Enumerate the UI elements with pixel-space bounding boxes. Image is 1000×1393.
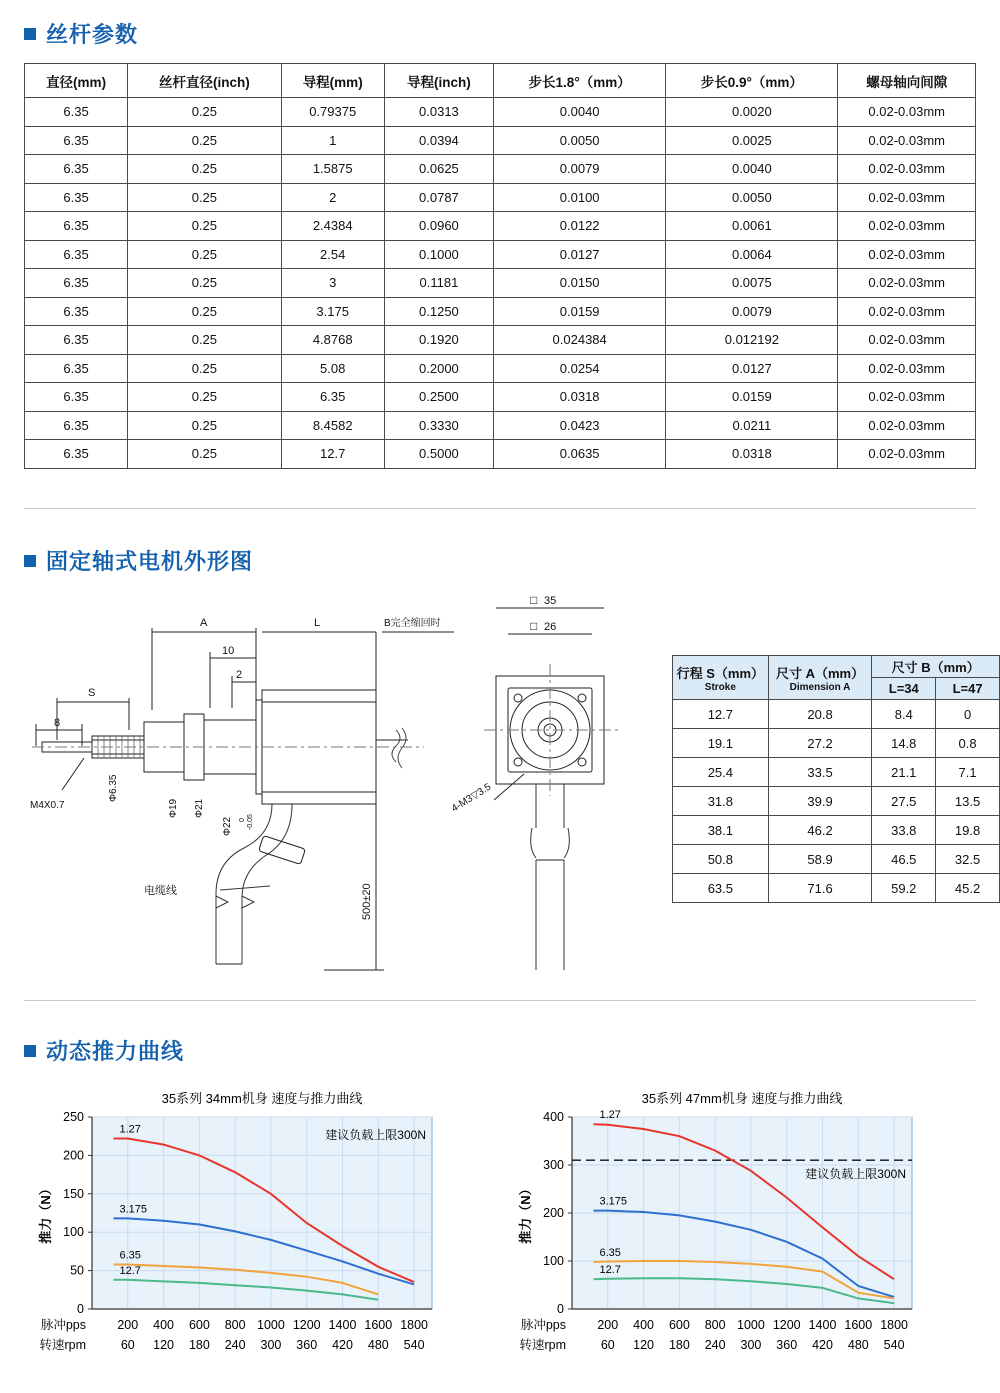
table-row xyxy=(25,126,976,155)
table-row xyxy=(25,383,976,412)
x-axis-label-rpm: 转速rpm xyxy=(39,1338,86,1352)
divider-1 xyxy=(24,508,976,509)
table-cell: 0.25 xyxy=(128,354,281,383)
table-cell: 0.0211 xyxy=(666,411,838,440)
y-tick-label: 100 xyxy=(543,1254,564,1268)
series-label-1.27: 1.27 xyxy=(599,1109,621,1122)
x-tick-rpm: 60 xyxy=(120,1338,135,1352)
x-tick-pps: 1400 xyxy=(328,1318,357,1332)
y-tick-label: 100 xyxy=(63,1225,84,1240)
x-axis-label-pps: 脉冲pps xyxy=(520,1318,566,1332)
x-axis-label-rpm: 转速rpm xyxy=(519,1338,566,1352)
bullet-square-icon xyxy=(24,555,36,567)
y-tick-label: 300 xyxy=(543,1158,564,1172)
chart-0 xyxy=(38,1091,432,1352)
table-cell: 0.25 xyxy=(128,383,281,412)
table-cell: 6.35 xyxy=(25,212,128,241)
table-cell: 0.3330 xyxy=(384,411,493,440)
table-cell: 0.02-0.03mm xyxy=(838,354,976,383)
screw-parameters-section xyxy=(24,18,976,469)
x-tick-pps: 1600 xyxy=(844,1318,873,1332)
dim-label-phi19: Φ19 xyxy=(168,798,179,818)
table-row xyxy=(25,354,976,383)
table-row xyxy=(25,440,976,469)
dim-label-m4: M4X0.7 xyxy=(30,800,65,811)
dim-label-8: 8 xyxy=(54,717,61,729)
x-tick-rpm: 240 xyxy=(704,1338,726,1352)
table-cell: 6.35 xyxy=(25,440,128,469)
table-cell: 0.02-0.03mm xyxy=(838,326,976,355)
table-cell: 0.0100 xyxy=(494,183,666,212)
table-cell: 0.0625 xyxy=(384,155,493,184)
table-cell: 6.35 xyxy=(25,183,128,212)
table-cell: 0.0318 xyxy=(666,440,838,469)
table-cell: 0.02-0.03mm xyxy=(838,269,976,298)
dimension-table xyxy=(672,655,1000,903)
bullet-square-icon xyxy=(24,28,36,40)
table-cell: 14.8 xyxy=(872,729,936,758)
table-header-row xyxy=(25,64,976,98)
section-title-thrust-curves xyxy=(24,1035,976,1066)
table-cell: 27.2 xyxy=(768,729,872,758)
table-cell: 5.08 xyxy=(281,354,384,383)
series-label-6.35: 6.35 xyxy=(119,1249,141,1262)
table-cell: 6.35 xyxy=(25,411,128,440)
screw-header-6: 螺母轴向间隙 xyxy=(838,64,976,98)
divider-2 xyxy=(24,1000,976,1001)
thrust-charts xyxy=(24,1087,976,1392)
x-tick-pps: 1000 xyxy=(257,1318,285,1332)
table-cell: 6.35 xyxy=(25,297,128,326)
table-cell: 2.4384 xyxy=(281,212,384,241)
x-tick-rpm: 120 xyxy=(633,1338,655,1352)
table-cell: 4.8768 xyxy=(281,326,384,355)
table-cell: 0.0394 xyxy=(384,126,493,155)
label-cable: 电缆线 xyxy=(144,885,177,897)
table-row xyxy=(673,816,1000,845)
y-tick-label: 200 xyxy=(63,1148,84,1163)
section-title-text: 动态推力曲线 xyxy=(46,1039,185,1064)
dim-label-phi22: Φ22 xyxy=(222,816,233,836)
y-tick-label: 250 xyxy=(63,1110,84,1124)
table-cell: 0.25 xyxy=(128,326,281,355)
table-cell: 63.5 xyxy=(673,874,769,903)
table-cell: 0.8 xyxy=(936,729,1000,758)
table-cell: 0.25 xyxy=(128,155,281,184)
table-row xyxy=(673,787,1000,816)
table-cell: 33.8 xyxy=(872,816,936,845)
thrust-curve-section xyxy=(24,1035,976,1352)
table-cell: 0.1920 xyxy=(384,326,493,355)
table-cell: 0.0423 xyxy=(494,411,666,440)
chart-annotation: 建议负载上限300N xyxy=(325,1128,426,1142)
table-cell: 6.35 xyxy=(25,269,128,298)
table-cell: 6.35 xyxy=(25,383,128,412)
table-cell: 1 xyxy=(281,126,384,155)
dim-label-tol-upper: 0 xyxy=(239,818,246,822)
x-tick-rpm: 60 xyxy=(600,1338,615,1352)
screw-header-1: 丝杆直径(inch) xyxy=(128,64,281,98)
table-cell: 8.4 xyxy=(872,700,936,729)
screw-header-3: 导程(inch) xyxy=(384,64,493,98)
bullet-square-icon xyxy=(24,1045,36,1057)
table-cell: 0.0159 xyxy=(494,297,666,326)
table-cell: 33.5 xyxy=(768,758,872,787)
table-cell: 45.2 xyxy=(936,874,1000,903)
series-label-1.27: 1.27 xyxy=(119,1123,141,1136)
table-cell: 6.35 xyxy=(25,326,128,355)
table-cell: 0.02-0.03mm xyxy=(838,440,976,469)
x-tick-pps: 800 xyxy=(224,1318,246,1332)
table-row xyxy=(673,758,1000,787)
dim-label-L: L xyxy=(314,617,321,629)
table-cell: 0.25 xyxy=(128,126,281,155)
table-cell: 0.02-0.03mm xyxy=(838,155,976,184)
table-cell: 1.5875 xyxy=(281,155,384,184)
table-cell: 19.8 xyxy=(936,816,1000,845)
table-cell: 0.024384 xyxy=(494,326,666,355)
y-tick-label: 0 xyxy=(557,1302,564,1316)
dim-label-10: 10 xyxy=(222,645,235,657)
table-row xyxy=(673,874,1000,903)
table-cell: 0.2000 xyxy=(384,354,493,383)
table-cell: 0.0079 xyxy=(666,297,838,326)
table-cell: 6.35 xyxy=(281,383,384,412)
dim-header-stroke: 行程 S（mm） Stroke xyxy=(673,656,769,700)
table-cell: 0.0050 xyxy=(494,126,666,155)
dim-label-B: B完全缩回时 xyxy=(384,618,441,629)
table-cell: 12.7 xyxy=(281,440,384,469)
x-tick-pps: 1800 xyxy=(880,1318,909,1332)
x-tick-pps: 1800 xyxy=(400,1318,429,1332)
y-tick-label: 0 xyxy=(77,1302,84,1316)
table-cell: 58.9 xyxy=(768,845,872,874)
table-cell: 25.4 xyxy=(673,758,769,787)
table-cell: 6.35 xyxy=(25,126,128,155)
dim-label-tol-lower: -0.05 xyxy=(247,814,254,830)
table-cell: 12.7 xyxy=(673,700,769,729)
series-label-6.35: 6.35 xyxy=(599,1246,621,1259)
table-cell: 21.1 xyxy=(872,758,936,787)
table-row xyxy=(673,845,1000,874)
x-tick-rpm: 120 xyxy=(153,1338,175,1352)
y-tick-label: 400 xyxy=(543,1110,564,1124)
dim-label-26: 26 xyxy=(544,621,557,633)
table-cell: 0.25 xyxy=(128,269,281,298)
table-cell: 0.0159 xyxy=(666,383,838,412)
table-cell: 20.8 xyxy=(768,700,872,729)
table-row xyxy=(25,98,976,127)
screw-header-0: 直径(mm) xyxy=(25,64,128,98)
table-cell: 0.0050 xyxy=(666,183,838,212)
x-tick-rpm: 300 xyxy=(260,1338,282,1352)
table-cell: 2.54 xyxy=(281,240,384,269)
table-row xyxy=(25,297,976,326)
table-row xyxy=(673,700,1000,729)
motor-drawing-section xyxy=(24,545,983,920)
table-cell: 0.02-0.03mm xyxy=(838,126,976,155)
table-cell: 0.0313 xyxy=(384,98,493,127)
table-cell: 46.5 xyxy=(872,845,936,874)
dim-label-35: 35 xyxy=(544,595,557,607)
x-tick-rpm: 360 xyxy=(296,1338,318,1352)
table-cell: 0.02-0.03mm xyxy=(838,383,976,412)
table-cell: 32.5 xyxy=(936,845,1000,874)
x-tick-rpm: 420 xyxy=(332,1338,353,1352)
table-cell: 0.0635 xyxy=(494,440,666,469)
x-tick-pps: 200 xyxy=(597,1318,619,1332)
table-cell: 0.2500 xyxy=(384,383,493,412)
table-row xyxy=(25,269,976,298)
motor-outline-drawing xyxy=(24,590,644,980)
table-cell: 0.25 xyxy=(128,98,281,127)
table-cell: 0 xyxy=(936,700,1000,729)
table-cell: 0.0040 xyxy=(666,155,838,184)
x-tick-pps: 1200 xyxy=(772,1318,801,1332)
chart-annotation: 建议负载上限300N xyxy=(805,1167,906,1182)
table-cell: 38.1 xyxy=(673,816,769,845)
table-cell: 0.012192 xyxy=(666,326,838,355)
screw-header-4: 步长1.8°（mm） xyxy=(494,64,666,98)
table-cell: 0.25 xyxy=(128,240,281,269)
square-symbol-icon: □ xyxy=(530,619,538,633)
section-title-motor-drawing xyxy=(24,545,976,576)
dim-label-S: S xyxy=(88,687,96,699)
x-axis-label-pps: 脉冲pps xyxy=(40,1318,86,1332)
table-cell: 8.4582 xyxy=(281,411,384,440)
x-tick-rpm: 180 xyxy=(188,1338,210,1352)
dim-label-500: 500±20 xyxy=(361,883,373,920)
table-cell: 0.25 xyxy=(128,183,281,212)
x-tick-rpm: 480 xyxy=(367,1338,389,1352)
table-cell: 0.1181 xyxy=(384,269,493,298)
series-label-12.7: 12.7 xyxy=(119,1264,141,1277)
table-cell: 13.5 xyxy=(936,787,1000,816)
table-cell: 7.1 xyxy=(936,758,1000,787)
x-tick-pps: 600 xyxy=(668,1318,690,1332)
table-cell: 0.0061 xyxy=(666,212,838,241)
table-cell: 0.25 xyxy=(128,440,281,469)
table-cell: 0.0064 xyxy=(666,240,838,269)
table-cell: 0.02-0.03mm xyxy=(838,183,976,212)
x-tick-pps: 400 xyxy=(153,1318,175,1332)
table-cell: 0.0318 xyxy=(494,383,666,412)
table-cell: 0.25 xyxy=(128,297,281,326)
table-cell: 0.1000 xyxy=(384,240,493,269)
table-cell: 0.02-0.03mm xyxy=(838,297,976,326)
section-title-screw-params xyxy=(24,18,976,49)
table-cell: 0.0787 xyxy=(384,183,493,212)
table-cell: 6.35 xyxy=(25,98,128,127)
table-cell: 27.5 xyxy=(872,787,936,816)
section-title-text: 固定轴式电机外形图 xyxy=(46,549,254,574)
table-cell: 2 xyxy=(281,183,384,212)
dim-label-A: A xyxy=(200,617,208,629)
table-cell: 0.0025 xyxy=(666,126,838,155)
dim-label-phi21: Φ21 xyxy=(194,798,205,818)
screw-header-5: 步长0.9°（mm） xyxy=(666,64,838,98)
y-axis-label: 推力（N） xyxy=(518,1182,533,1244)
table-cell: 0.02-0.03mm xyxy=(838,98,976,127)
dim-header-l47: L=47 xyxy=(936,678,1000,700)
table-cell: 0.0122 xyxy=(494,212,666,241)
table-cell: 0.02-0.03mm xyxy=(838,411,976,440)
section-title-text: 丝杆参数 xyxy=(46,22,139,47)
x-tick-rpm: 300 xyxy=(740,1338,762,1352)
y-tick-label: 200 xyxy=(543,1206,564,1220)
x-tick-pps: 200 xyxy=(117,1318,139,1332)
screw-parameters-table xyxy=(24,63,976,469)
table-cell: 0.25 xyxy=(128,411,281,440)
table-cell: 31.8 xyxy=(673,787,769,816)
table-cell: 0.25 xyxy=(128,212,281,241)
table-cell: 0.5000 xyxy=(384,440,493,469)
x-tick-rpm: 540 xyxy=(883,1338,905,1352)
table-row xyxy=(25,212,976,241)
y-tick-label: 150 xyxy=(63,1186,84,1201)
table-cell: 0.02-0.03mm xyxy=(838,240,976,269)
table-row xyxy=(25,411,976,440)
table-cell: 0.0150 xyxy=(494,269,666,298)
x-tick-rpm: 420 xyxy=(812,1338,833,1352)
x-tick-rpm: 180 xyxy=(668,1338,690,1352)
table-row xyxy=(673,729,1000,758)
dim-label-2: 2 xyxy=(236,669,243,681)
table-cell: 0.0254 xyxy=(494,354,666,383)
table-cell: 3 xyxy=(281,269,384,298)
series-label-3.175: 3.175 xyxy=(599,1195,628,1208)
x-tick-pps: 1600 xyxy=(364,1318,393,1332)
table-cell: 0.79375 xyxy=(281,98,384,127)
dim-header-b: 尺寸 B（mm） xyxy=(872,656,1000,678)
x-tick-rpm: 480 xyxy=(847,1338,869,1352)
table-cell: 0.0127 xyxy=(666,354,838,383)
table-cell: 6.35 xyxy=(25,240,128,269)
dimension-table-wrapper xyxy=(672,655,1000,903)
dim-header-l34: L=34 xyxy=(872,678,936,700)
x-tick-pps: 800 xyxy=(704,1318,726,1332)
y-tick-label: 50 xyxy=(70,1263,84,1278)
x-tick-rpm: 540 xyxy=(403,1338,425,1352)
table-cell: 19.1 xyxy=(673,729,769,758)
table-cell: 0.0020 xyxy=(666,98,838,127)
dim-label-phi635: Φ6.35 xyxy=(108,774,119,802)
table-cell: 0.02-0.03mm xyxy=(838,212,976,241)
chart-title: 35系列 34mm机身 速度与推力曲线 xyxy=(161,1091,363,1106)
x-tick-pps: 1000 xyxy=(737,1318,765,1332)
table-cell: 0.1250 xyxy=(384,297,493,326)
table-cell: 50.8 xyxy=(673,845,769,874)
x-tick-pps: 400 xyxy=(633,1318,655,1332)
table-cell: 46.2 xyxy=(768,816,872,845)
table-row xyxy=(25,155,976,184)
x-tick-rpm: 240 xyxy=(224,1338,246,1352)
x-tick-pps: 600 xyxy=(188,1318,210,1332)
table-cell: 0.0079 xyxy=(494,155,666,184)
series-label-3.175: 3.175 xyxy=(119,1203,148,1216)
table-cell: 0.0960 xyxy=(384,212,493,241)
x-tick-rpm: 360 xyxy=(776,1338,798,1352)
table-cell: 3.175 xyxy=(281,297,384,326)
table-row xyxy=(25,240,976,269)
table-cell: 0.0075 xyxy=(666,269,838,298)
square-symbol-icon: □ xyxy=(530,593,538,607)
table-cell: 6.35 xyxy=(25,155,128,184)
dim-label-4m3: 4-M3▽3.5 xyxy=(449,781,494,815)
x-tick-pps: 1200 xyxy=(292,1318,321,1332)
screw-header-2: 导程(mm) xyxy=(281,64,384,98)
table-cell: 0.0040 xyxy=(494,98,666,127)
table-cell: 59.2 xyxy=(872,874,936,903)
table-cell: 6.35 xyxy=(25,354,128,383)
chart-title: 35系列 47mm机身 速度与推力曲线 xyxy=(641,1091,843,1106)
table-cell: 39.9 xyxy=(768,787,872,816)
table-row xyxy=(25,326,976,355)
series-label-12.7: 12.7 xyxy=(599,1264,621,1277)
table-cell: 0.0127 xyxy=(494,240,666,269)
dim-header-a: 尺寸 A（mm） Dimension A xyxy=(768,656,872,700)
table-cell: 71.6 xyxy=(768,874,872,903)
chart-1 xyxy=(518,1091,912,1352)
table-row xyxy=(25,183,976,212)
y-axis-label: 推力（N） xyxy=(38,1182,53,1244)
x-tick-pps: 1400 xyxy=(808,1318,837,1332)
